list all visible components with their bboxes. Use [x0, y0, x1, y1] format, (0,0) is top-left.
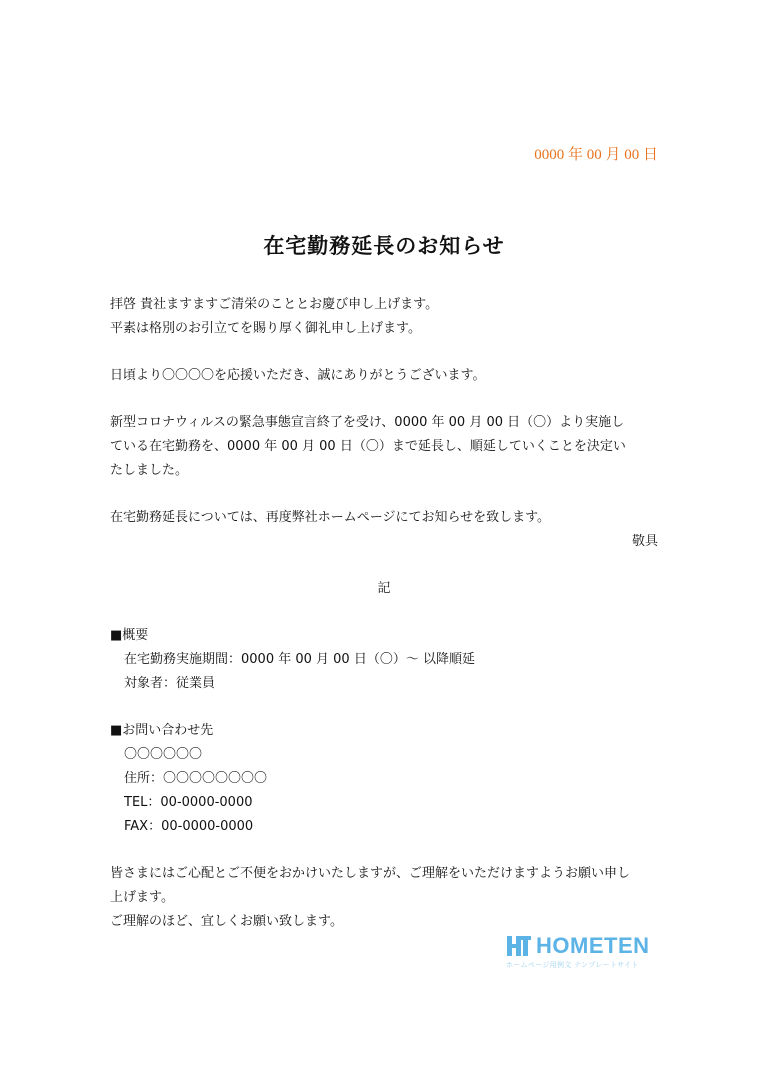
ki-heading: 記	[377, 581, 391, 596]
document-body	[110, 293, 658, 934]
overview-heading: ■概要	[110, 628, 149, 643]
document-date: 0000 年 00 月 00 日	[534, 147, 658, 163]
paragraph-3: 在宅勤務延長については、再度弊社ホームページにてお知らせを致します。	[110, 510, 551, 525]
overview-target: 対象者：従業員	[124, 676, 216, 691]
final-line-3: ご理解のほど、宜しくお願い致します。	[110, 914, 343, 929]
final-line-2: 上げます。	[110, 890, 174, 905]
paragraph-2-line-3: たしました。	[110, 463, 189, 478]
overview-period: 在宅勤務実施期間：0000 年 00 月 00 日（〇）〜 以降順延	[124, 652, 475, 667]
logo-tagline: ホームページ用例文 テンプレートサイト	[506, 961, 639, 969]
logo-wordmark: HOMETEN	[536, 933, 650, 958]
contact-name: 〇〇〇〇〇〇	[124, 747, 203, 762]
greeting-line-2: 平素は格別のお引立てを賜り厚く御礼申し上げます。	[110, 321, 421, 336]
paragraph-2-line-1: 新型コロナウィルスの緊急事態宣言終了を受け、0000 年 00 月 00 日（〇）より実施し	[110, 415, 625, 430]
closing-keigu: 敬具	[631, 534, 658, 549]
final-line-1: 皆さまにはご心配とご不便をおかけいたしますが、ご理解をいただけますようお願い申し	[110, 866, 631, 881]
document-title: 在宅勤務延長のお知らせ	[263, 233, 505, 258]
paragraph-1: 日頃より〇〇〇〇を応援いただき、誠にありがとうございます。	[110, 368, 486, 383]
hometen-logo-mark-icon	[506, 934, 532, 958]
contact-address: 住所：〇〇〇〇〇〇〇〇	[124, 771, 268, 786]
contact-tel: TEL：00-0000-0000	[124, 795, 253, 810]
greeting-line-1: 拝啓 貴社ますますご清栄のこととお慶び申し上げます。	[110, 297, 439, 312]
contact-heading: ■お問い合わせ先	[110, 723, 214, 738]
contact-fax: FAX：00-0000-0000	[124, 819, 254, 834]
hometen-logo	[506, 932, 656, 972]
paragraph-2-line-2: ている在宅勤務を、0000 年 00 月 00 日（〇）まで延長し、順延していくことを決定い	[110, 439, 626, 454]
